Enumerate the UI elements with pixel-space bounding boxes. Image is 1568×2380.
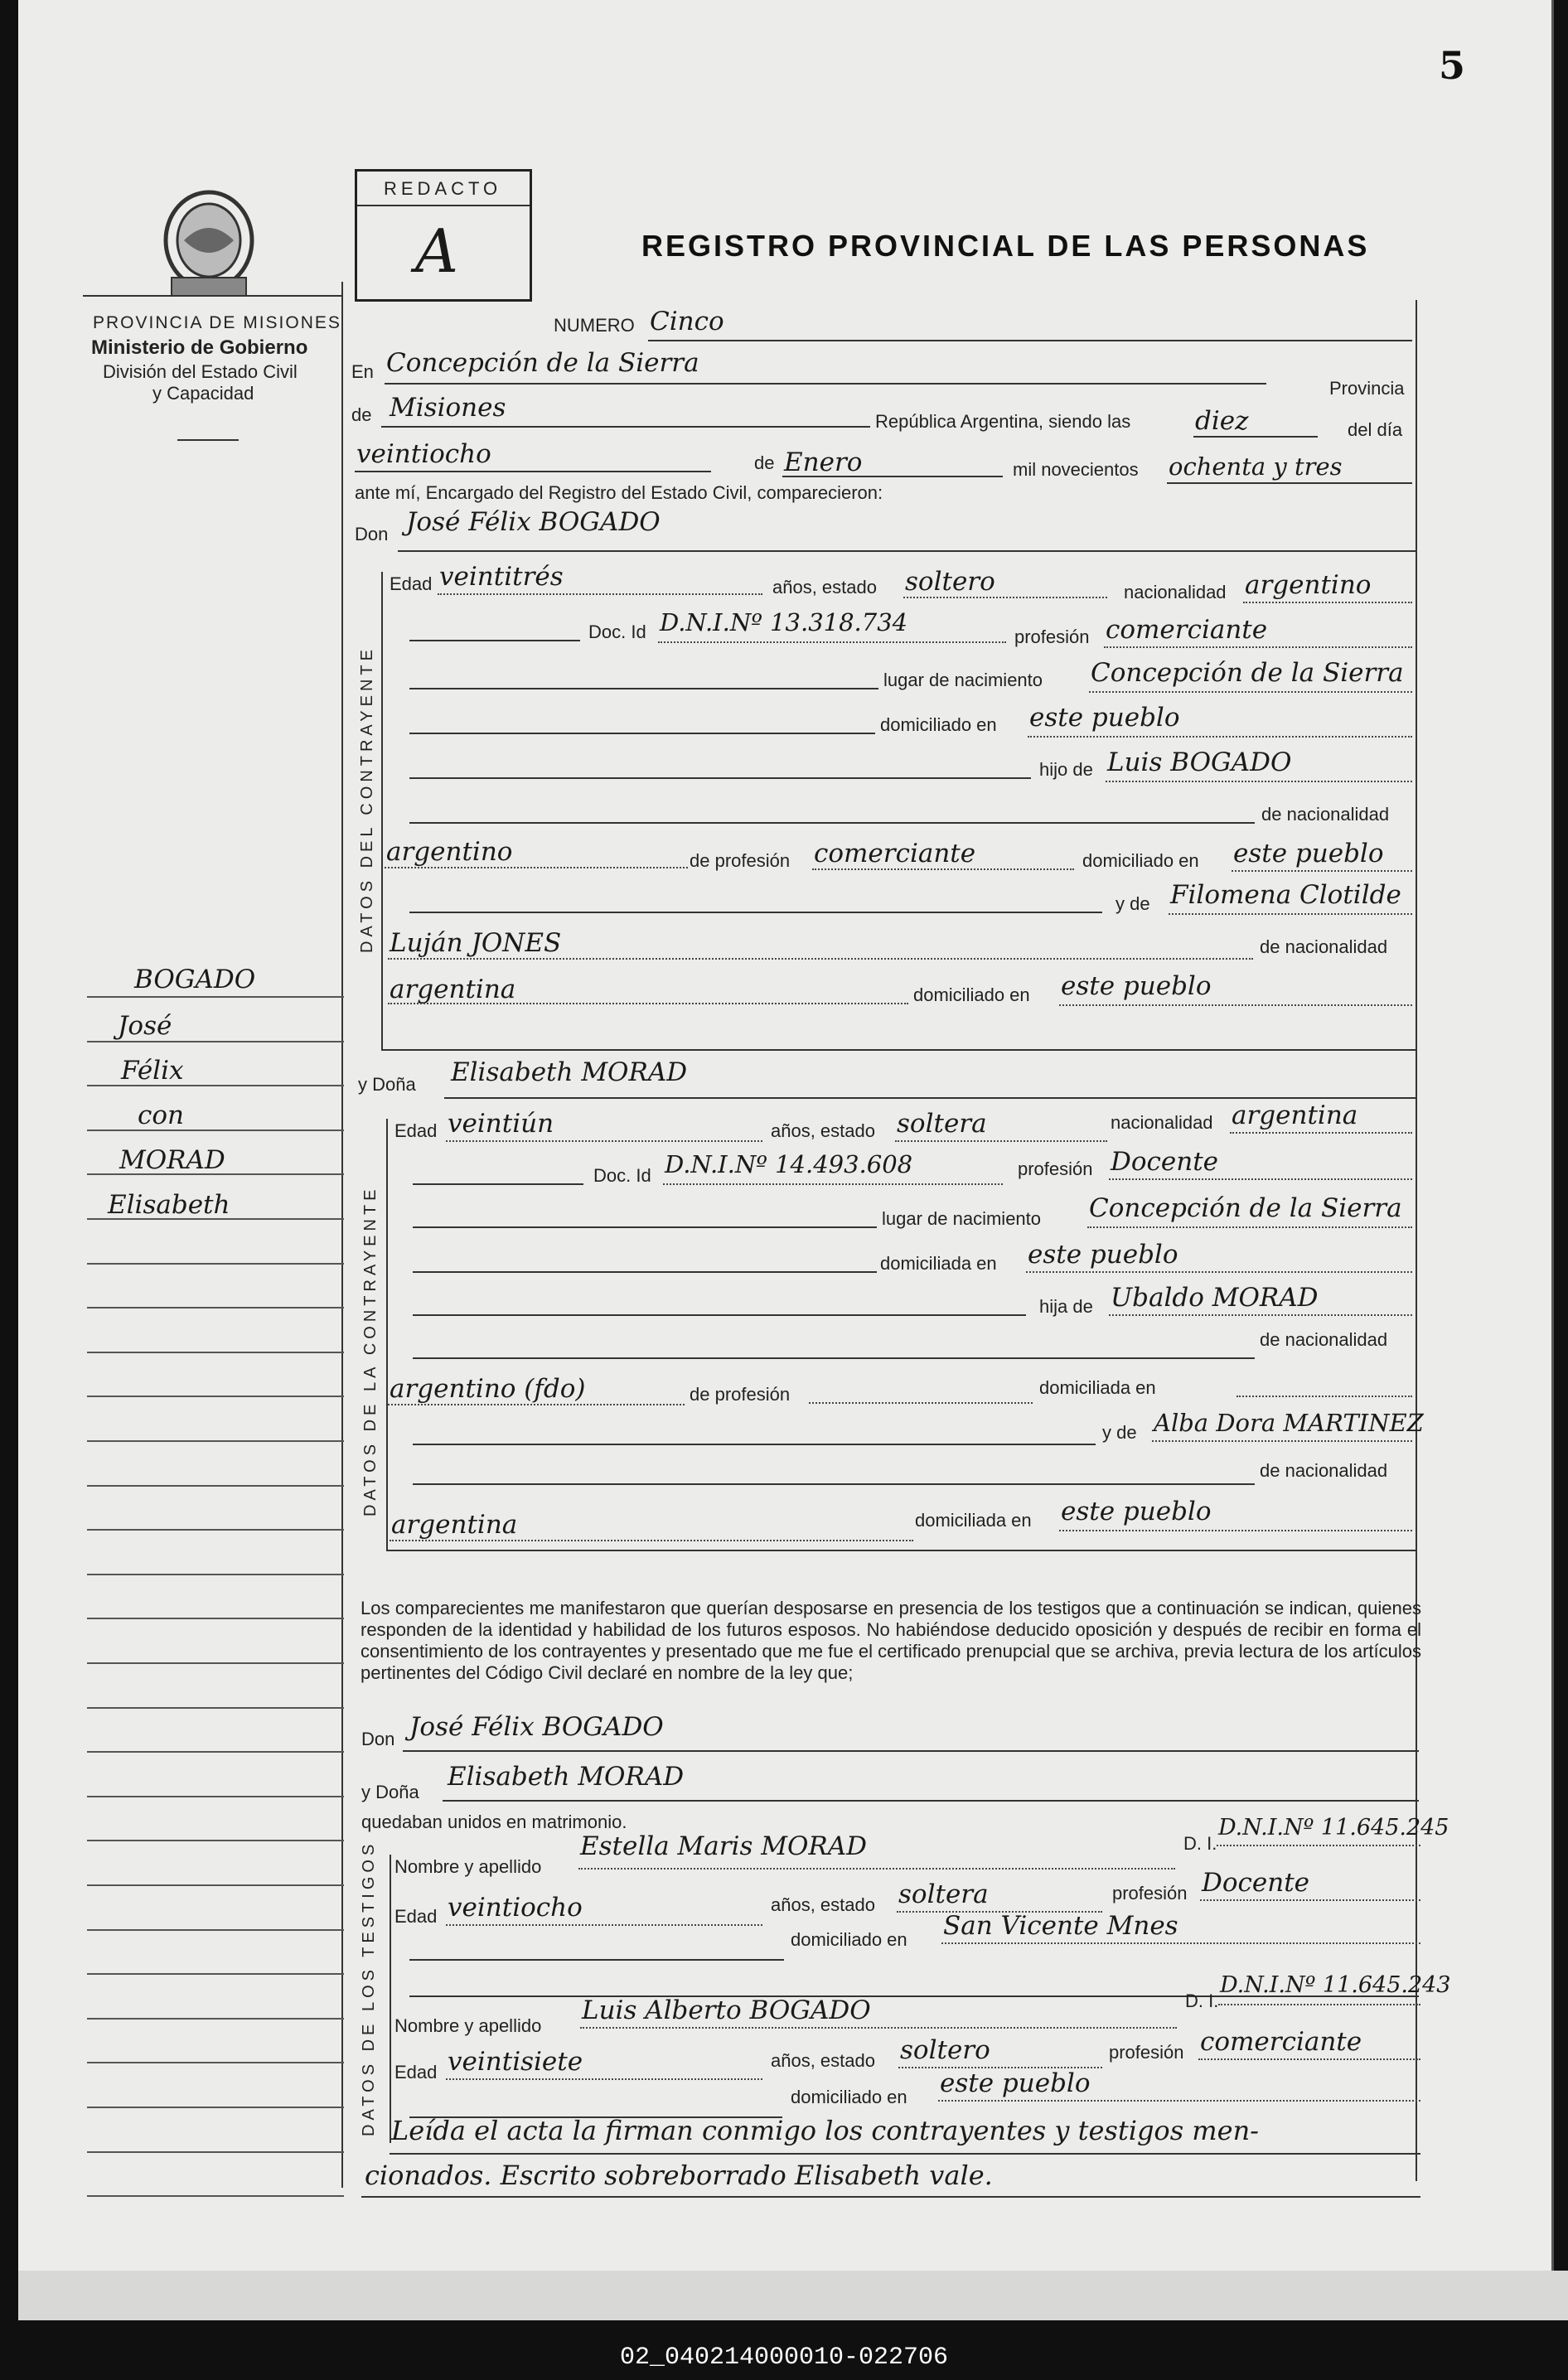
margin-line — [87, 1396, 344, 1397]
hw-groom-birthplace: Concepción de la Sierra — [1091, 658, 1404, 688]
label-edad-w1: Edad — [394, 1906, 438, 1927]
hw-bride-address: este pueblo — [1028, 1240, 1178, 1270]
label-edad-w2: Edad — [394, 2062, 438, 2082]
hw-bride-birthplace: Concepción de la Sierra — [1089, 1193, 1402, 1223]
hw-w2-profession: comerciante — [1200, 2027, 1362, 2057]
label-y-de: y de — [1116, 893, 1150, 914]
label-di-1: D. I. — [1183, 1833, 1217, 1854]
hw-bride-age: veintiún — [448, 1109, 554, 1139]
label-de-nacionalidad-bride: de nacionalidad — [1260, 1329, 1388, 1350]
margin-line — [87, 1973, 344, 1975]
hw-w1-address: San Vicente Mnes — [943, 1911, 1178, 1941]
hw-groom-father-prof: comerciante — [814, 839, 976, 868]
margin-line — [87, 1929, 344, 1931]
hw-numero: Cinco — [650, 307, 724, 336]
margin-line — [87, 2062, 344, 2063]
label-y-dona-final: y Doña — [361, 1782, 419, 1802]
hw-groom-address: este pueblo — [1029, 703, 1180, 733]
hw-w2-age: veintisiete — [448, 2047, 583, 2077]
page-bottom-edge — [18, 2271, 1568, 2320]
label-de-nacionalidad: de nacionalidad — [1261, 804, 1390, 825]
label-ante-mi: ante mí, Encargado del Registro del Estado Civil, comparecieron: — [355, 482, 883, 503]
hw-mes: Enero — [784, 447, 863, 477]
margin-divider — [341, 282, 343, 2188]
margin-line — [87, 1307, 344, 1309]
hw-w2-doc: D.N.I.Nº 11.645.243 — [1220, 1972, 1451, 1998]
section-label-witnesses: DATOS DE LOS TESTIGOS — [360, 1840, 378, 2136]
hw-groom-mother-nat: argentina — [390, 975, 516, 1004]
label-profesion: profesión — [1014, 626, 1090, 647]
label-domiciliada-father: domiciliada en — [1039, 1377, 1156, 1398]
hw-groom-doc: D.N.I.Nº 13.318.734 — [660, 608, 908, 636]
label-provincia: Provincia — [1329, 378, 1405, 399]
margin-line — [87, 1884, 344, 1886]
hw-groom-father-addr: este pueblo — [1233, 839, 1384, 868]
margin-line — [87, 1352, 344, 1353]
label-domiciliado-mother: domiciliado en — [913, 984, 1030, 1005]
margin-line — [87, 1751, 344, 1753]
margin-line — [87, 1263, 344, 1265]
label-de-mes: de — [754, 452, 775, 473]
hw-final-dona: Elisabeth MORAD — [448, 1762, 685, 1792]
hw-provincia: Misiones — [390, 393, 506, 423]
hw-w1-profession: Docente — [1202, 1868, 1309, 1898]
label-de: de — [351, 404, 372, 425]
margin-line — [87, 1840, 344, 1841]
hw-closing-2: cionados. Escrito sobreborrado Elisabeth vale. — [365, 2160, 993, 2191]
hw-bride-nationality: argentina — [1232, 1101, 1358, 1130]
label-edad-bride: Edad — [394, 1120, 438, 1141]
label-quedaban: quedaban unidos en matrimonio. — [361, 1812, 627, 1832]
hw-w1-age: veintiocho — [448, 1893, 583, 1923]
label-de-nacionalidad-bride-2: de nacionalidad — [1260, 1460, 1388, 1481]
margin-name-2: José — [118, 1011, 172, 1041]
hw-closing-1: Leída el acta la firman conmigo los contrayentes y testigos men- — [391, 2115, 1259, 2146]
label-don-final: Don — [361, 1729, 395, 1749]
hw-groom-status: soltero — [905, 567, 995, 597]
margin-name-1: BOGADO — [134, 965, 256, 994]
label-nombre-apellido-1: Nombre y apellido — [394, 1856, 542, 1877]
label-doc-id: Doc. Id — [588, 622, 646, 642]
hw-groom-age: veintitrés — [439, 562, 564, 592]
hw-w2-name: Luis Alberto BOGADO — [582, 1995, 871, 2025]
label-di-2: D. I. — [1185, 1991, 1219, 2011]
margin-line — [87, 1707, 344, 1709]
label-lugar-bride: lugar de nacimiento — [882, 1208, 1042, 1229]
label-domiciliado-father: domiciliado en — [1082, 850, 1199, 871]
label-profesion-w1: profesión — [1112, 1883, 1188, 1904]
hw-groom-father-nat: argentino — [386, 837, 513, 867]
page-title: REGISTRO PROVINCIAL DE LAS PERSONAS — [641, 229, 1370, 263]
hw-groom-profession: comerciante — [1106, 615, 1268, 645]
margin-line — [87, 996, 344, 998]
label-anos-estado-w2: años, estado — [771, 2050, 875, 2071]
page-number: 5 — [1439, 43, 1466, 88]
label-lugar: lugar de nacimiento — [883, 670, 1043, 690]
hw-groom-mother-2: Luján JONES — [390, 928, 562, 958]
margin-line — [87, 1574, 344, 1575]
org-division-2: y Capacidad — [152, 383, 254, 404]
label-anos-estado: años, estado — [772, 577, 877, 597]
redacto-mark: A — [415, 216, 458, 286]
margin-line — [87, 1485, 344, 1487]
label-hijo-de: hijo de — [1039, 759, 1093, 780]
hw-dia: veintiocho — [356, 439, 491, 469]
hw-bride-mother-nat: argentina — [391, 1510, 518, 1540]
hw-groom-mother: Filomena Clotilde — [1170, 880, 1401, 910]
section-label-groom: DATOS DEL CONTRAYENTE — [358, 646, 376, 953]
org-province: PROVINCIA DE MISIONES — [93, 313, 341, 332]
label-republica: República Argentina, siendo las — [875, 411, 1131, 432]
section-label-bride: DATOS DE LA CONTRAYENTE — [361, 1185, 380, 1517]
margin-line — [87, 2107, 344, 2108]
label-domiciliado: domiciliado en — [880, 714, 997, 735]
footer-code: 02_040214000010-022706 — [619, 2344, 949, 2372]
label-nombre-apellido-2: Nombre y apellido — [394, 2015, 542, 2036]
label-anos-estado-w1: años, estado — [771, 1894, 875, 1915]
hw-w1-status: soltera — [898, 1879, 989, 1909]
margin-top-rule — [83, 295, 341, 297]
hw-groom-mother-addr: este pueblo — [1061, 971, 1212, 1001]
hw-w2-status: soltero — [900, 2035, 990, 2065]
hw-w2-address: este pueblo — [940, 2068, 1091, 2098]
label-doc-id-bride: Doc. Id — [593, 1165, 651, 1186]
redacto-label: REDACTO — [384, 178, 502, 199]
label-numero: NUMERO — [554, 315, 635, 336]
hw-anio: ochenta y tres — [1169, 452, 1343, 481]
hw-bride-profession: Docente — [1111, 1147, 1218, 1177]
declaration-text: Los comparecientes me manifestaron que querían desposarse en presencia de los testigos que a continuación se indican, quienes responden de la identidad y habilidad de los futuros esposos. No habiéndose deducido oposición y después de recibir en forma el consentimiento de los contrayentes y presentado que me fue el certificado prenupcial que se archiva, previa lectura de los artículos pertinentes del Código Civil declaré en nombre de la ley que; — [361, 1598, 1421, 1683]
hw-bride-mother-addr: este pueblo — [1061, 1497, 1212, 1526]
label-de-profesion: de profesión — [690, 850, 791, 871]
margin-name-5: MORAD — [119, 1145, 225, 1175]
margin-line — [87, 1796, 344, 1797]
hw-final-don: José Félix BOGADO — [409, 1712, 664, 1742]
label-nacionalidad-bride: nacionalidad — [1111, 1112, 1213, 1133]
hw-w1-name: Estella Maris MORAD — [580, 1831, 867, 1861]
margin-name-4: con — [138, 1101, 184, 1130]
margin-line — [87, 2151, 344, 2153]
hw-bride-father: Ubaldo MORAD — [1111, 1283, 1319, 1313]
org-rule — [177, 439, 239, 441]
hw-groom-name: José Félix BOGADO — [406, 507, 661, 537]
label-del-dia: del día — [1348, 419, 1403, 440]
label-hija-de: hija de — [1039, 1296, 1093, 1317]
hw-bride-mother: Alba Dora MARTINEZ — [1154, 1409, 1424, 1437]
org-ministry: Ministerio de Gobierno — [91, 336, 308, 359]
label-anos-estado-bride: años, estado — [771, 1120, 875, 1141]
margin-name-6: Elisabeth — [108, 1190, 230, 1220]
label-nacionalidad: nacionalidad — [1124, 582, 1227, 602]
redacto-box — [355, 169, 532, 302]
hw-en: Concepción de la Sierra — [386, 348, 699, 378]
margin-line — [87, 1440, 344, 1442]
margin-line — [87, 1041, 344, 1042]
margin-name-3: Félix — [121, 1056, 184, 1086]
label-mil: mil novecientos — [1013, 459, 1139, 480]
margin-line — [87, 1130, 344, 1131]
label-domiciliada-bride: domiciliada en — [880, 1253, 997, 1274]
org-division: División del Estado Civil — [103, 361, 298, 382]
label-profesion-bride: profesión — [1018, 1159, 1093, 1179]
hw-bride-status: soltera — [897, 1109, 987, 1139]
hw-bride-doc: D.N.I.Nº 14.493.608 — [665, 1150, 913, 1178]
hw-hora: diez — [1195, 406, 1249, 436]
margin-line — [87, 1618, 344, 1619]
label-y-de-bride: y de — [1102, 1422, 1137, 1443]
coat-of-arms-seal — [159, 182, 259, 307]
margin-line — [87, 1529, 344, 1531]
label-edad: Edad — [390, 573, 433, 594]
margin-line — [87, 1662, 344, 1664]
label-profesion-w2: profesión — [1109, 2042, 1184, 2063]
label-don: Don — [355, 524, 389, 544]
label-domiciliado-w2: domiciliado en — [791, 2087, 907, 2107]
hw-bride-name: Elisabeth MORAD — [451, 1057, 688, 1087]
hw-bride-father-nat: argentino (fdo) — [390, 1374, 586, 1404]
hw-w1-doc: D.N.I.Nº 11.645.245 — [1218, 1815, 1449, 1841]
label-en: En — [351, 361, 374, 382]
hw-groom-father: Luis BOGADO — [1107, 747, 1292, 777]
margin-line — [87, 2195, 344, 2197]
label-domiciliada-mother: domiciliada en — [915, 1510, 1032, 1531]
hw-groom-nationality: argentino — [1245, 570, 1372, 600]
label-y-dona: y Doña — [358, 1074, 416, 1095]
margin-line — [87, 2018, 344, 2020]
label-de-profesion-bride: de profesión — [690, 1384, 791, 1405]
label-domiciliado-w1: domiciliado en — [791, 1929, 907, 1950]
label-de-nacionalidad-2: de nacionalidad — [1260, 936, 1388, 957]
